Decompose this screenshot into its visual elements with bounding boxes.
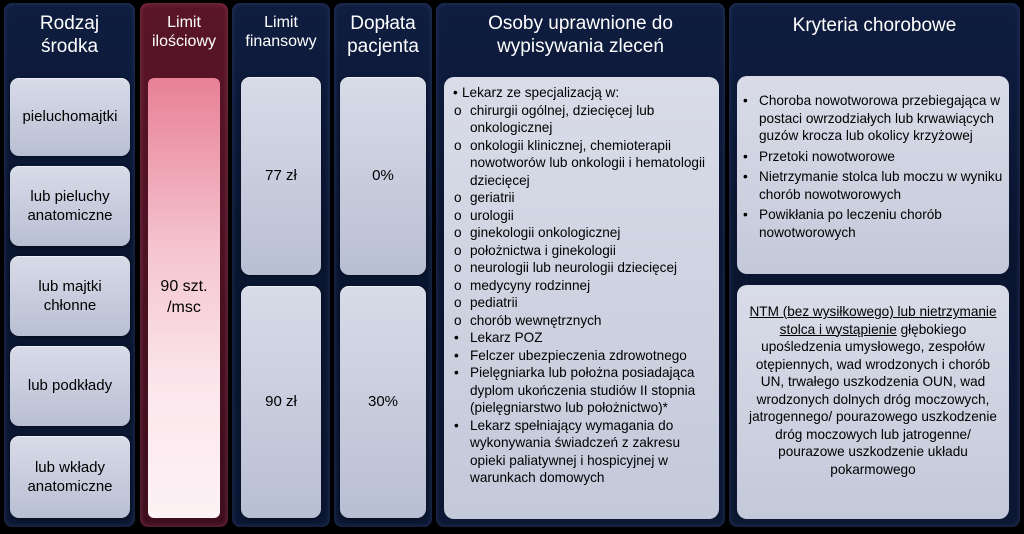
kryteria-nowotworowe [737, 76, 1009, 274]
column-limit-ilosciowy [140, 3, 228, 527]
list-item: o urologii [454, 207, 711, 225]
column-limit-finansowy [232, 3, 330, 527]
header-rodzaj-srodka: Rodzaj środka [39, 13, 100, 57]
list-item: • Przetoki nowotworowe [737, 148, 1003, 166]
list-item: • Powikłania po leczeniu chorób nowotworowych [737, 206, 1003, 241]
item-wklady-anatomiczne: lub wkłady anatomiczne [10, 436, 130, 518]
column-kryteria-chorobowe [729, 3, 1020, 527]
list-item: o ginekologii onkologicznej [454, 224, 711, 242]
list-item: o onkologii klinicznej, chemioterapii nowotworów lub onkologii i hematologii dziecięcej [454, 137, 711, 190]
column-osoby-uprawnione [436, 3, 725, 527]
limit-finansowy-77: 77 zł [241, 77, 321, 275]
header-kryteria-chorobowe: Kryteria chorobowe [792, 15, 957, 36]
ntm-underlined-text: NTM (bez wysiłkowego) lub nietrzymanie stolca i wystąpienie [749, 304, 997, 337]
limit-finansowy-90: 90 zł [241, 286, 321, 518]
list-item: • Pielęgniarka lub położna posiadająca dyplom ukończenia studiów II stopnia (pielęgniarstwo lub położnictwo)* [454, 364, 711, 417]
list-item: o chirurgii ogólnej, dziecięcej lub onkologicznej [454, 102, 711, 137]
list-item: • Lekarz POZ [454, 329, 711, 347]
list-item: • Lekarz spełniający wymagania do wykonywania świadczeń z zakresu opieki paliatywnej i hospicyjnej w warunkach domowych [454, 417, 711, 487]
list-item: o neurologii lub neurologii dziecięcej [454, 259, 711, 277]
item-podklady: lub podkłady [10, 346, 130, 426]
osoby-list [444, 77, 719, 519]
list-item: • Nietrzymanie stolca lub moczu w wyniku chorób nowotworowych [737, 168, 1003, 203]
doplata-30: 30% [340, 286, 426, 518]
header-limit-ilosciowy: Limit ilościowy [151, 14, 216, 51]
header-doplata-pacjenta: Dopłata pacjenta [347, 13, 419, 57]
list-item: • Lekarz ze specjalizacją w: [454, 84, 711, 102]
limit-ilosciowy-value: 90 szt. /msc [148, 78, 220, 518]
list-item: o chorób wewnętrznych [454, 312, 711, 330]
item-majtki-chlonne: lub majtki chłonne [10, 256, 130, 336]
list-item: o pediatrii [454, 294, 711, 312]
item-pieluchomajtki: pieluchomajtki [10, 78, 130, 156]
ntm-text: głębokiego upośledzenia umysłowego, zespołów otępiennych, wad wrodzonych i chorób UN, trwałego uszkodzenia OUN, wad wrodzonych dolnych dróg moczowych, jatrogennego/ pourazowego uszkodzenie dróg moczowych lub jatrogenne/ pourazowe uszkodzenie układu pokarmowego [749, 321, 997, 477]
column-rodzaj-srodka [4, 3, 135, 527]
column-doplata-pacjenta [334, 3, 432, 527]
kryteria-ntm [737, 285, 1009, 519]
doplata-0: 0% [340, 77, 426, 275]
list-item: • Choroba nowotworowa przebiegająca w postaci owrzodziałych lub krwawiących guzów krocza lub okolicy krzyżowej [737, 92, 1003, 145]
header-limit-finansowy: Limit finansowy [245, 14, 317, 51]
list-item: o geriatrii [454, 189, 711, 207]
list-item: o medycyny rodzinnej [454, 277, 711, 295]
list-item: o położnictwa i ginekologii [454, 242, 711, 260]
header-osoby-uprawnione: Osoby uprawnione do wypisywania zleceń [488, 13, 673, 57]
list-item: • Felczer ubezpieczenia zdrowotnego [454, 347, 711, 365]
item-pieluchy-anatomiczne: lub pieluchy anatomiczne [10, 166, 130, 246]
